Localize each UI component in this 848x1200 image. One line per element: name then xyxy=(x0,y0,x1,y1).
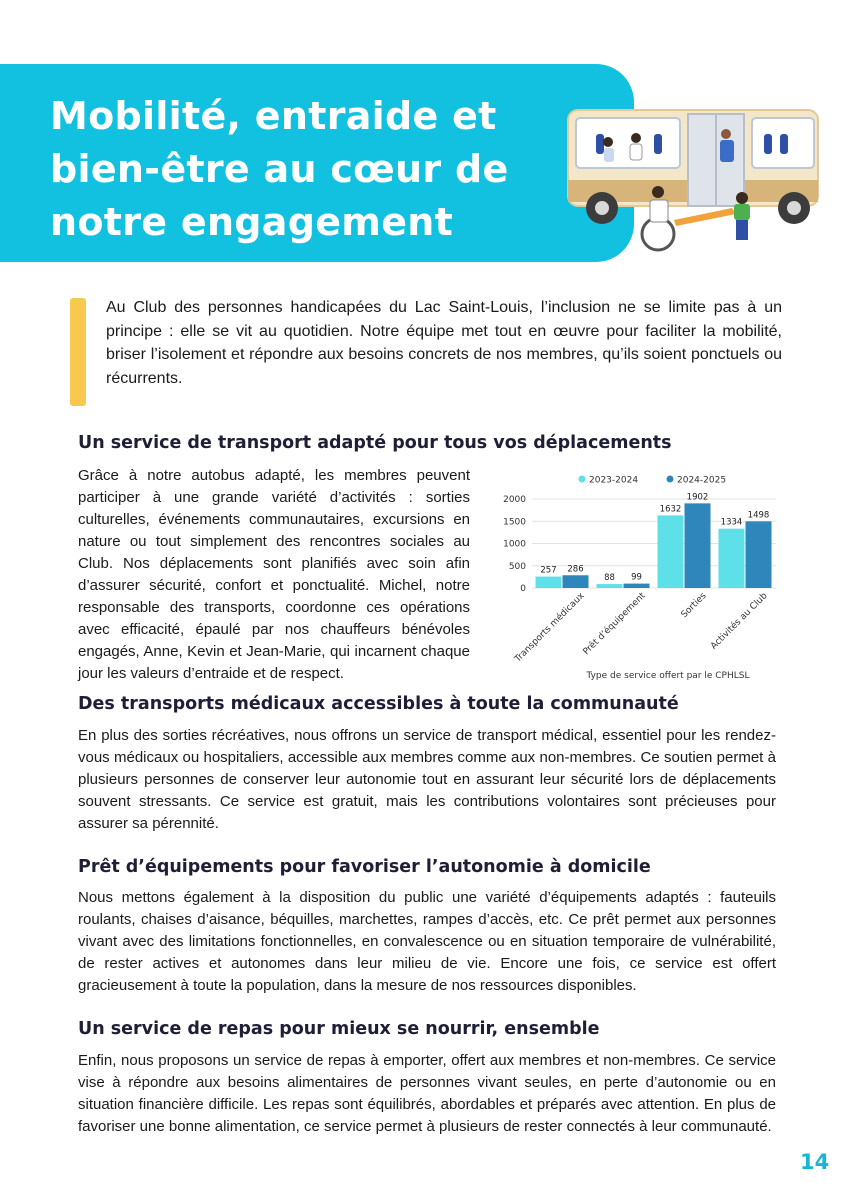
bar-0-0 xyxy=(536,577,562,588)
page-title xyxy=(50,90,610,249)
section-body-medical: En plus des sorties récréatives, nous offrons un service de transport médical, essentiel pour les rendez-vous médicaux ou hospitaliers, accessible aux membres comme aux non-membres. Ce soutien permet à plusieurs personnes de conserver leur autonomie tout en assurant leur sécurité lors de déplacements souvent stressants. Ce service est gratuit, mais les contributions volontaires sont précieuses pour assurer sa pérennité. xyxy=(78,727,776,832)
section-heading-medical: Des transports médicaux accessibles à toute la communauté xyxy=(78,694,679,714)
bar-1-0 xyxy=(597,584,623,588)
bar-2-0 xyxy=(658,515,684,588)
y-tick-label: 2000 xyxy=(503,495,526,505)
bar-value-label: 88 xyxy=(604,573,615,584)
title-line-2: bien-être au cœur de xyxy=(50,147,509,191)
bar-value-label: 99 xyxy=(631,572,642,583)
y-tick-label: 1500 xyxy=(503,517,526,528)
bar-2-1 xyxy=(685,503,711,588)
page-number: 14 xyxy=(800,1150,830,1174)
bar-0-1 xyxy=(563,575,589,588)
bar-value-label: 1632 xyxy=(659,504,682,515)
x-category-label: Activités au Club xyxy=(709,591,770,652)
bar-value-label: 1902 xyxy=(686,492,709,503)
x-axis-title: Type de service offert par le CPHLSL xyxy=(586,671,750,681)
intro-text: Au Club des personnes handicapées du Lac Saint-Louis, l’inclusion ne se limite pas à un principe : elle se vit au quotidien. Notre équipe met tout en œuvre pour faciliter la mobilité, briser l’isolement et répondre aux besoins concrets de nos membres, qu’ils soient ponctuels ou récurrents. xyxy=(106,299,782,387)
legend-label: 2024-2025 xyxy=(677,475,727,486)
services-bar-chart xyxy=(484,466,784,688)
section-body-equipment: Nous mettons également à la disposition du public une variété d’équipements adaptés : fauteuils roulants, chaises d’aisance, béquilles, marchettes, rampes d’accès, etc. Ce prêt permet aux personnes vivant avec des limitations fonctionnelles, en convalescence ou en situation temporaire de vulnérabilité, de rester actives et autonomes dans leur milieu de vie. Encore une fois, ce service est offert gracieusement à toute la population, dans la mesure de nos ressources disponibles. xyxy=(78,889,776,994)
y-tick-label: 500 xyxy=(508,561,526,572)
bar-3-0 xyxy=(719,529,745,588)
intro-callout xyxy=(70,296,782,390)
adapted-bus-illustration xyxy=(566,104,822,252)
bar-value-label: 1498 xyxy=(747,510,770,521)
legend-marker-2023-2024 xyxy=(579,476,586,483)
section-heading-transport: Un service de transport adapté pour tous vos déplacements xyxy=(78,433,672,453)
section-heading-equipment: Prêt d’équipements pour favoriser l’autonomie à domicile xyxy=(78,857,651,877)
x-category-label: Prêt d’équipement xyxy=(581,591,648,658)
y-tick-label: 0 xyxy=(520,584,526,594)
x-category-label: Transports médicaux xyxy=(513,591,587,665)
title-line-1: Mobilité, entraide et xyxy=(50,94,497,138)
section-heading-meals: Un service de repas pour mieux se nourrir, ensemble xyxy=(78,1019,600,1039)
title-line-3: notre engagement xyxy=(50,200,454,244)
x-category-label: Sorties xyxy=(679,591,709,621)
bar-value-label: 1334 xyxy=(720,517,743,528)
bar-1-1 xyxy=(624,584,650,588)
y-tick-label: 1000 xyxy=(503,539,526,550)
legend-marker-2024-2025 xyxy=(667,476,674,483)
legend-label: 2023-2024 xyxy=(589,475,639,486)
bar-value-label: 286 xyxy=(567,564,584,575)
bar-value-label: 257 xyxy=(540,565,557,576)
bar-3-1 xyxy=(746,521,772,588)
title-banner xyxy=(0,64,634,262)
section-body-meals: Enfin, nous proposons un service de repas à emporter, offert aux membres et non-membres. Ce service vise à répondre aux besoins alimentaires de personnes vivant seules, en perte d’autonomie ou en situation financière difficile. Les repas sont équilibrés, abordables et préparés avec attention. En plus de favoriser une bonne alimentation, ce service permet à plusieurs de rester connectés à leur communauté. xyxy=(78,1052,776,1135)
accent-bar xyxy=(70,298,86,406)
section-body-transport: Grâce à notre autobus adapté, les membres peuvent participer à une grande variété d’activités : sorties culturelles, événements communautaires, excursions en nature ou tout simplement des rencontres sociales au Club. Nos déplacements sont planifiés avec soin afin d’assurer sécurité, confort et ponctualité. Michel, notre responsable des transports, coordonne ces opérations avec efficacité, épaulé par nos chauffeurs bénévoles engagés, Anne, Kevin et Jean-Marie, qui incarnent chaque jour les valeurs d’entraide et de respect. xyxy=(78,467,470,682)
